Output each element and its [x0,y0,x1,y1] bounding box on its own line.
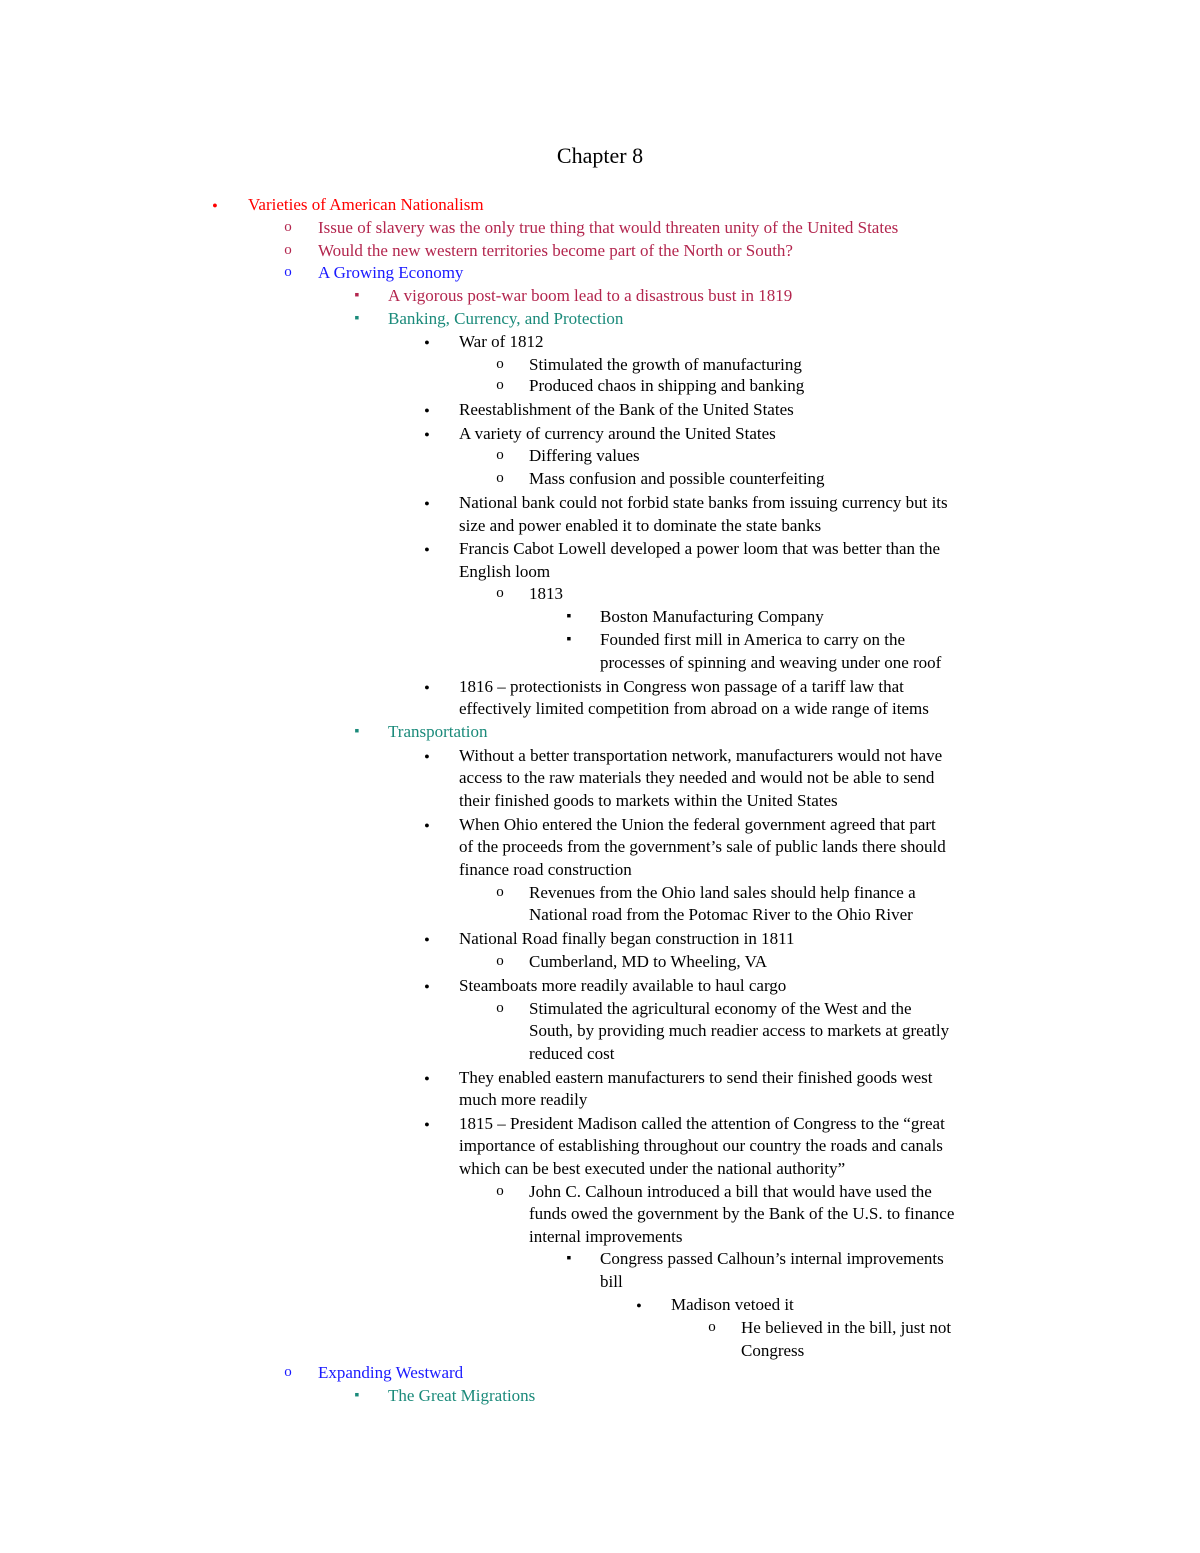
outline-item-l8: He believed in the bill, just not [741,1318,952,1337]
outline-item-l7: Madison vetoed it [671,1295,794,1314]
bullet-square-icon [350,284,364,307]
outline-item-l5: Differing values [529,446,640,465]
outline-item-l5: Revenues from the Ohio land sales should help finance a [529,883,916,902]
outline-item-l6-cont: bill [600,1272,623,1291]
bullet-dot-icon [420,1112,434,1135]
bullet-circle-icon [493,997,507,1020]
outline-item-l2: A Growing Economy [318,263,464,282]
bullet-circle-icon [493,1180,507,1203]
bullet-square-icon [350,307,364,330]
outline-item-l5: 1813 [529,584,563,603]
outline-item-l4-cont: English loom [459,562,551,581]
outline-item-l4: National Road finally began construction in 1811 [459,929,795,948]
outline-item-l5: John C. Calhoun introduced a bill that would have used the [529,1182,932,1201]
bullet-square-icon [350,720,364,743]
bullet-dot-icon [420,1066,434,1089]
outline-item-l4-cont: finance road construction [459,860,632,879]
bullet-dot-icon [420,491,434,514]
outline-item-l4-cont: of the proceeds from the government’s sale of public lands there should [459,837,946,856]
outline-item-l6-cont: processes of spinning and weaving under one roof [600,653,942,672]
outline-item-l5: Stimulated the agricultural economy of the West and the [529,999,912,1018]
bullet-circle-icon [493,881,507,904]
bullet-circle-icon [493,467,507,490]
outline-item-l6: Congress passed Calhoun’s internal improvements [600,1249,944,1268]
bullet-circle-icon [493,582,507,605]
bullet-dot-icon [420,537,434,560]
outline-item-l5-cont: internal improvements [529,1227,683,1246]
outline-item-l4: They enabled eastern manufacturers to send their finished goods west [459,1068,933,1087]
bullet-dot-icon [420,927,434,950]
bullet-dot-icon [208,193,222,216]
outline-item-l5: Stimulated the growth of manufacturing [529,355,802,374]
outline-item-l3: Transportation [388,722,488,741]
outline-item-l5: Mass confusion and possible counterfeiting [529,469,825,488]
outline-item-l2: Would the new western territories become part of the North or South? [318,241,793,260]
bullet-dot-icon [420,974,434,997]
page-title: Chapter 8 [556,143,644,168]
bullet-square-icon [562,605,576,628]
bullet-circle-icon [281,261,295,284]
outline-item-l1: Varieties of American Nationalism [248,195,484,214]
outline-item-l4-cont: access to the raw materials they needed and would not be able to send [459,768,935,787]
bullet-square-icon [562,1247,576,1270]
outline-item-l2: Issue of slavery was the only true thing that would threaten unity of the United States [318,218,899,237]
outline-item-l4-cont: importance of establishing throughout our country the roads and canals [459,1136,943,1155]
bullet-dot-icon [420,422,434,445]
bullet-circle-icon [493,444,507,467]
outline-item-l6: Founded first mill in America to carry on the [600,630,905,649]
outline-item-l4-cont: effectively limited competition from abroad on a wide range of items [459,699,929,718]
bullet-circle-icon [281,1361,295,1384]
outline-item-l4: Francis Cabot Lowell developed a power loom that was better than the [459,539,941,558]
bullet-circle-icon [493,353,507,376]
outline-item-l2: Expanding Westward [318,1363,464,1382]
bullet-circle-icon [705,1316,719,1339]
bullet-dot-icon [420,330,434,353]
outline-item-l3: A vigorous post-war boom lead to a disastrous bust in 1819 [388,286,793,305]
outline-item-l4: National bank could not forbid state banks from issuing currency but its [459,493,948,512]
bullet-circle-icon [281,239,295,262]
bullet-dot-icon [420,813,434,836]
outline-item-l5-cont: National road from the Potomac River to the Ohio River [529,905,913,924]
outline-item-l4: Without a better transportation network, manufacturers would not have [459,746,943,765]
outline-item-l4: A variety of currency around the United States [459,424,776,443]
outline-item-l4: When Ohio entered the Union the federal government agreed that part [459,815,936,834]
outline-item-l5-cont: funds owed the government by the Bank of the U.S. to finance [529,1204,955,1223]
bullet-square-icon [350,1384,364,1407]
bullet-circle-icon [493,374,507,397]
bullet-dot-icon [420,744,434,767]
outline-item-l8-cont: Congress [741,1341,805,1360]
outline-item-l6: Boston Manufacturing Company [600,607,824,626]
outline-item-l5-cont: South, by providing much readier access to markets at greatly [529,1021,950,1040]
outline-item-l4: War of 1812 [459,332,544,351]
outline-item-l4: 1816 – protectionists in Congress won passage of a tariff law that [459,677,904,696]
outline-item-l4: Reestablishment of the Bank of the United States [459,400,794,419]
outline-item-l5-cont: reduced cost [529,1044,615,1063]
outline-item-l4-cont: size and power enabled it to dominate the state banks [459,516,822,535]
bullet-circle-icon [493,950,507,973]
outline-item-l4-cont: their finished goods to markets within the United States [459,791,838,810]
outline-item-l3: Banking, Currency, and Protection [388,309,624,328]
outline-item-l4-cont: which can be best executed under the national authority” [459,1159,846,1178]
outline-item-l4: 1815 – President Madison called the attention of Congress to the “great [459,1114,945,1133]
bullet-dot-icon [420,675,434,698]
outline-item-l3: The Great Migrations [388,1386,536,1405]
outline-item-l5: Cumberland, MD to Wheeling, VA [529,952,767,971]
outline-item-l5: Produced chaos in shipping and banking [529,376,805,395]
bullet-circle-icon [281,216,295,239]
bullet-dot-icon [632,1293,646,1316]
outline-item-l4: Steamboats more readily available to haul cargo [459,976,787,995]
bullet-dot-icon [420,398,434,421]
outline-item-l4-cont: much more readily [459,1090,588,1109]
bullet-square-icon [562,628,576,651]
